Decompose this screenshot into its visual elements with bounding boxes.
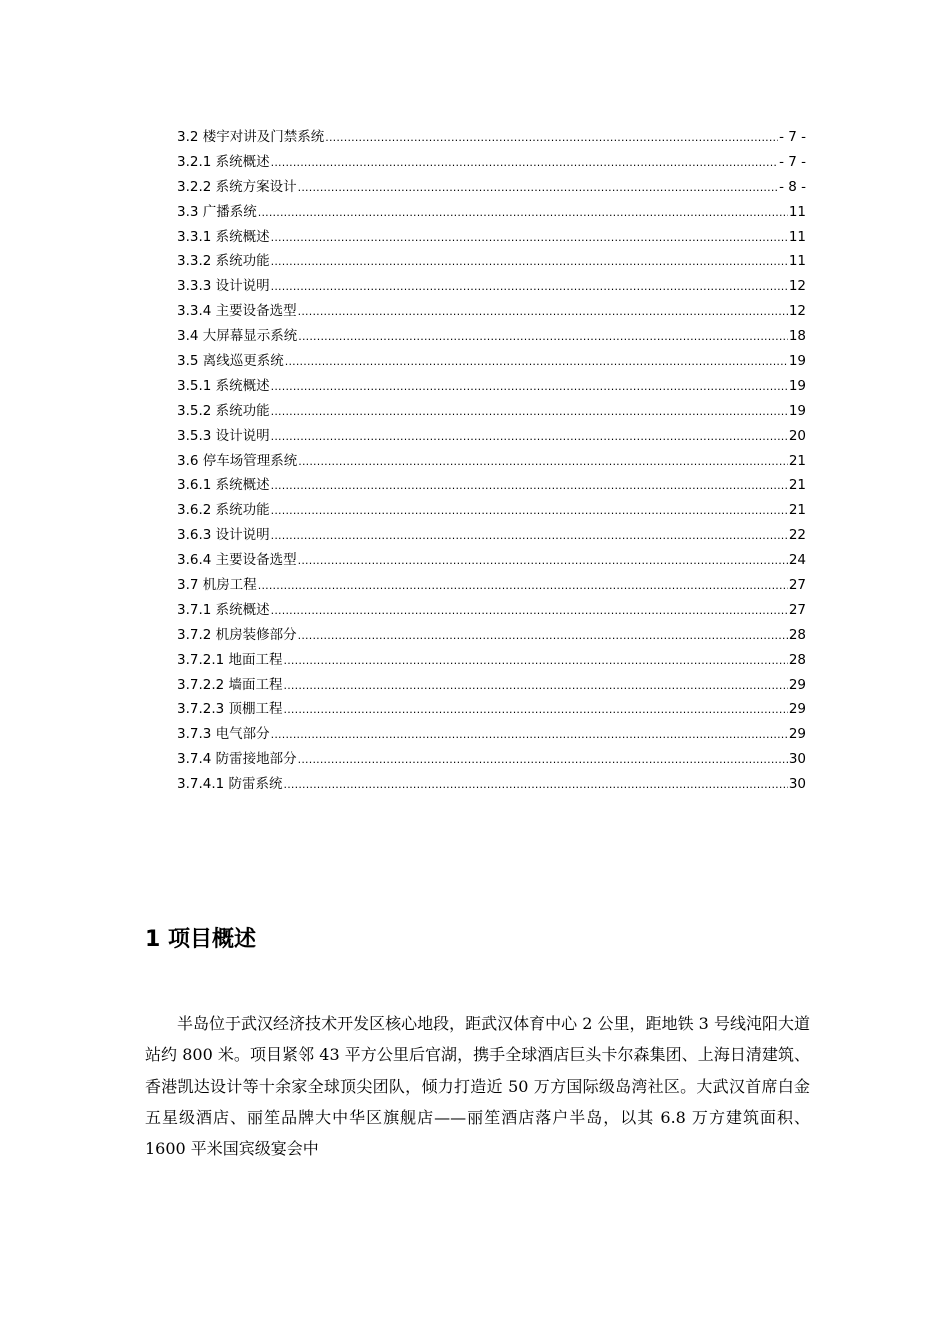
toc-entry[interactable]	[177, 200, 806, 225]
toc-entry-page: 11	[788, 253, 806, 270]
toc-entry-page: 30	[788, 751, 806, 768]
toc-leader-dots	[298, 179, 778, 195]
toc-entry[interactable]	[177, 349, 806, 374]
toc-entry-page: 28	[788, 626, 806, 643]
toc-entry[interactable]	[177, 274, 806, 299]
toc-entry-page: 27	[788, 601, 806, 618]
toc-leader-dots	[298, 303, 788, 319]
toc-entry-page: 29	[788, 676, 806, 693]
toc-entry-label: 3.7.2.2 墙面工程	[177, 676, 283, 693]
toc-leader-dots	[298, 627, 788, 643]
toc-entry[interactable]	[177, 747, 806, 772]
toc-entry-label: 3.6.2 系统功能	[177, 502, 270, 519]
toc-leader-dots	[271, 278, 788, 294]
toc-entry-label: 3.2 楼宇对讲及门禁系统	[177, 129, 325, 145]
toc-entry-label: 3.3.4 主要设备选型	[177, 303, 297, 320]
toc-entry-page: 12	[788, 278, 806, 295]
toc-entry-page: 24	[788, 552, 806, 569]
toc-entry[interactable]	[177, 598, 806, 623]
toc-leader-dots	[271, 726, 788, 742]
toc-entry-label: 3.7.4.1 防雷系统	[177, 776, 283, 793]
toc-entry-page: 28	[788, 651, 806, 668]
toc-entry[interactable]	[177, 424, 806, 449]
toc-entry[interactable]	[177, 473, 806, 498]
toc-entry-label: 3.7.2 机房装修部分	[177, 626, 297, 643]
toc-entry-label: 3.6 停车场管理系统	[177, 452, 298, 469]
toc-entry-label: 3.7.2.1 地面工程	[177, 651, 283, 668]
body-paragraph: 半岛位于武汉经济技术开发区核心地段，距武汉体育中心 2 公里，距地铁 3 号线沌阳大道站约 800 米。项目紧邻 43 平方公里后官湖，携手全球酒店巨头卡尔森集团、上海日清建筑、香港凯达设计等十余家全球顶尖团队，倾力打造近 50 万方国际级岛湾社区。大武汉首席白金五星级酒店、丽笙品牌大中华区旗舰店——丽笙酒店落户半岛，以其 6.8 万方建筑面积、1600 平米国宾级宴会中	[145, 1014, 810, 1159]
toc-entry-page: 18	[788, 328, 806, 345]
toc-entry-page: 11	[788, 203, 806, 220]
toc-entry-page: 22	[788, 527, 806, 544]
toc-leader-dots	[271, 477, 788, 493]
toc-entry[interactable]	[177, 498, 806, 523]
toc-leader-dots	[271, 154, 778, 170]
toc-entry-page: - 8 -	[779, 178, 806, 195]
toc-entry[interactable]	[177, 299, 806, 324]
toc-leader-dots	[298, 751, 788, 767]
toc-entry-label: 3.3 广播系统	[177, 203, 257, 220]
toc-entry-page: 19	[788, 402, 806, 419]
toc-entry-label: 3.7.2.3 顶棚工程	[177, 701, 283, 718]
toc-leader-dots	[325, 129, 778, 145]
toc-entry-label: 3.5.2 系统功能	[177, 402, 270, 419]
toc-leader-dots	[284, 652, 788, 668]
toc-entry-page: 11	[788, 228, 806, 245]
toc-entry-page: 27	[788, 577, 806, 594]
toc-entry-label: 3.5 离线巡更系统	[177, 353, 284, 370]
toc-entry-label: 3.7.4 防雷接地部分	[177, 751, 297, 768]
toc-entry-page: 19	[788, 377, 806, 394]
toc-entry[interactable]	[177, 324, 806, 349]
toc-leader-dots	[284, 677, 788, 693]
toc-entry[interactable]	[177, 523, 806, 548]
toc-entry-label: 3.7.3 电气部分	[177, 726, 270, 743]
toc-entry[interactable]	[177, 772, 806, 797]
toc-entry[interactable]	[177, 374, 806, 399]
toc-entry-label: 3.5.3 设计说明	[177, 427, 270, 444]
toc-entry-page: 21	[788, 452, 806, 469]
toc-entry[interactable]	[177, 225, 806, 250]
toc-entry[interactable]	[177, 125, 806, 150]
toc-entry[interactable]	[177, 623, 806, 648]
toc-entry-label: 3.3.1 系统概述	[177, 228, 270, 245]
toc-entry[interactable]	[177, 673, 806, 698]
toc-leader-dots	[271, 602, 788, 618]
section-heading: 1 项目概述	[145, 927, 256, 952]
toc-leader-dots	[258, 577, 788, 593]
toc-entry-label: 3.2.2 系统方案设计	[177, 178, 297, 195]
toc-entry-page: - 7 -	[779, 129, 806, 145]
toc-leader-dots	[271, 527, 788, 543]
toc-leader-dots	[284, 776, 788, 792]
toc-entry[interactable]	[177, 249, 806, 274]
toc-entry-label: 3.6.3 设计说明	[177, 527, 270, 544]
toc-entry-page: 30	[788, 776, 806, 793]
toc-entry-page: 29	[788, 701, 806, 718]
toc-leader-dots	[271, 428, 788, 444]
toc-entry[interactable]	[177, 449, 806, 474]
toc-leader-dots	[298, 453, 788, 469]
toc-leader-dots	[271, 378, 788, 394]
toc-leader-dots	[298, 328, 788, 344]
toc-entry-page: 21	[788, 477, 806, 494]
toc-leader-dots	[258, 204, 788, 220]
toc-entry[interactable]	[177, 648, 806, 673]
toc-entry[interactable]	[177, 697, 806, 722]
toc-entry-label: 3.3.2 系统功能	[177, 253, 270, 270]
toc-entry-label: 3.6.4 主要设备选型	[177, 552, 297, 569]
toc-entry-page: 12	[788, 303, 806, 320]
toc-entry-label: 3.3.3 设计说明	[177, 278, 270, 295]
toc-entry-label: 3.2.1 系统概述	[177, 153, 270, 170]
toc-entry-page: - 7 -	[779, 153, 806, 170]
toc-leader-dots	[271, 253, 788, 269]
toc-entry-page: 29	[788, 726, 806, 743]
toc-entry[interactable]	[177, 548, 806, 573]
toc-entry-label: 3.6.1 系统概述	[177, 477, 270, 494]
toc-entry[interactable]	[177, 399, 806, 424]
toc-entry[interactable]	[177, 722, 806, 747]
toc-entry[interactable]	[177, 573, 806, 598]
toc-entry[interactable]	[177, 150, 806, 175]
toc-entry-page: 20	[788, 427, 806, 444]
toc-leader-dots	[285, 353, 788, 369]
toc-leader-dots	[271, 502, 788, 518]
toc-entry[interactable]	[177, 175, 806, 200]
table-of-contents	[177, 125, 806, 797]
toc-entry-page: 21	[788, 502, 806, 519]
toc-entry-page: 19	[788, 353, 806, 370]
toc-leader-dots	[271, 403, 788, 419]
toc-leader-dots	[271, 229, 788, 245]
toc-entry-label: 3.4 大屏幕显示系统	[177, 328, 298, 345]
toc-leader-dots	[284, 701, 788, 717]
toc-entry-label: 3.7 机房工程	[177, 577, 257, 594]
toc-leader-dots	[298, 552, 788, 568]
toc-entry-label: 3.7.1 系统概述	[177, 601, 270, 618]
toc-entry-label: 3.5.1 系统概述	[177, 377, 270, 394]
